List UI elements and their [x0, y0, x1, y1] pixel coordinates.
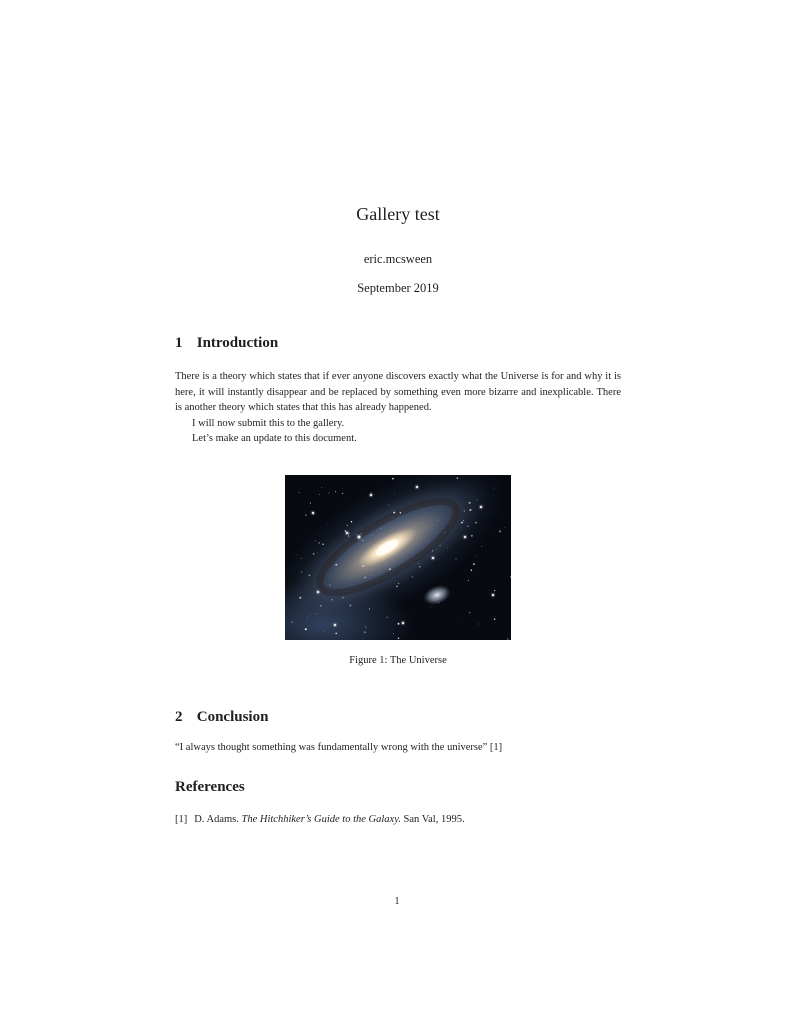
intro-line-3: Let’s make an update to this document.: [192, 433, 357, 444]
page-title: Gallery test: [356, 204, 440, 224]
conclusion-quote: “I always thought something was fundamentally wrong with the universe” [1]: [175, 742, 503, 753]
page-number: 1: [394, 896, 400, 907]
doc-date: September 2019: [357, 281, 439, 295]
reference-title: The Hitchhiker’s Guide to the Galaxy.: [241, 814, 401, 825]
section-conclusion: [175, 708, 621, 756]
section-2-number: 2: [175, 709, 183, 725]
figure-caption: Figure 1: The Universe: [349, 655, 447, 666]
section-1-title: Introduction: [196, 335, 279, 351]
universe-image: [285, 475, 511, 640]
reference-authors: D. Adams.: [194, 814, 239, 825]
figure-1: [175, 475, 621, 668]
doc-author: eric.mcsween: [363, 252, 433, 266]
references-heading: References: [175, 779, 245, 795]
section-introduction: [175, 334, 621, 447]
section-2-title: Conclusion: [196, 709, 269, 725]
section-references: [175, 778, 621, 828]
section-1-heading: [175, 334, 621, 353]
reference-publisher: San Val, 1995.: [403, 814, 465, 825]
reference-label: [1]: [175, 814, 188, 825]
intro-line-2: I will now submit this to the gallery.: [192, 417, 345, 429]
section-1-number: 1: [175, 335, 183, 351]
title-block: [175, 203, 621, 296]
intro-paragraph: There is a theory which states that if ever anyone discovers exactly what the Universe is for and why it is here, it will instantly disappear and be replaced by something even more bizarre and inexplicable. There is another theory which states that this has already happened.: [175, 371, 621, 413]
reference-entry: [175, 812, 621, 828]
reference-text: [194, 812, 621, 828]
section-2-heading: [175, 708, 621, 727]
